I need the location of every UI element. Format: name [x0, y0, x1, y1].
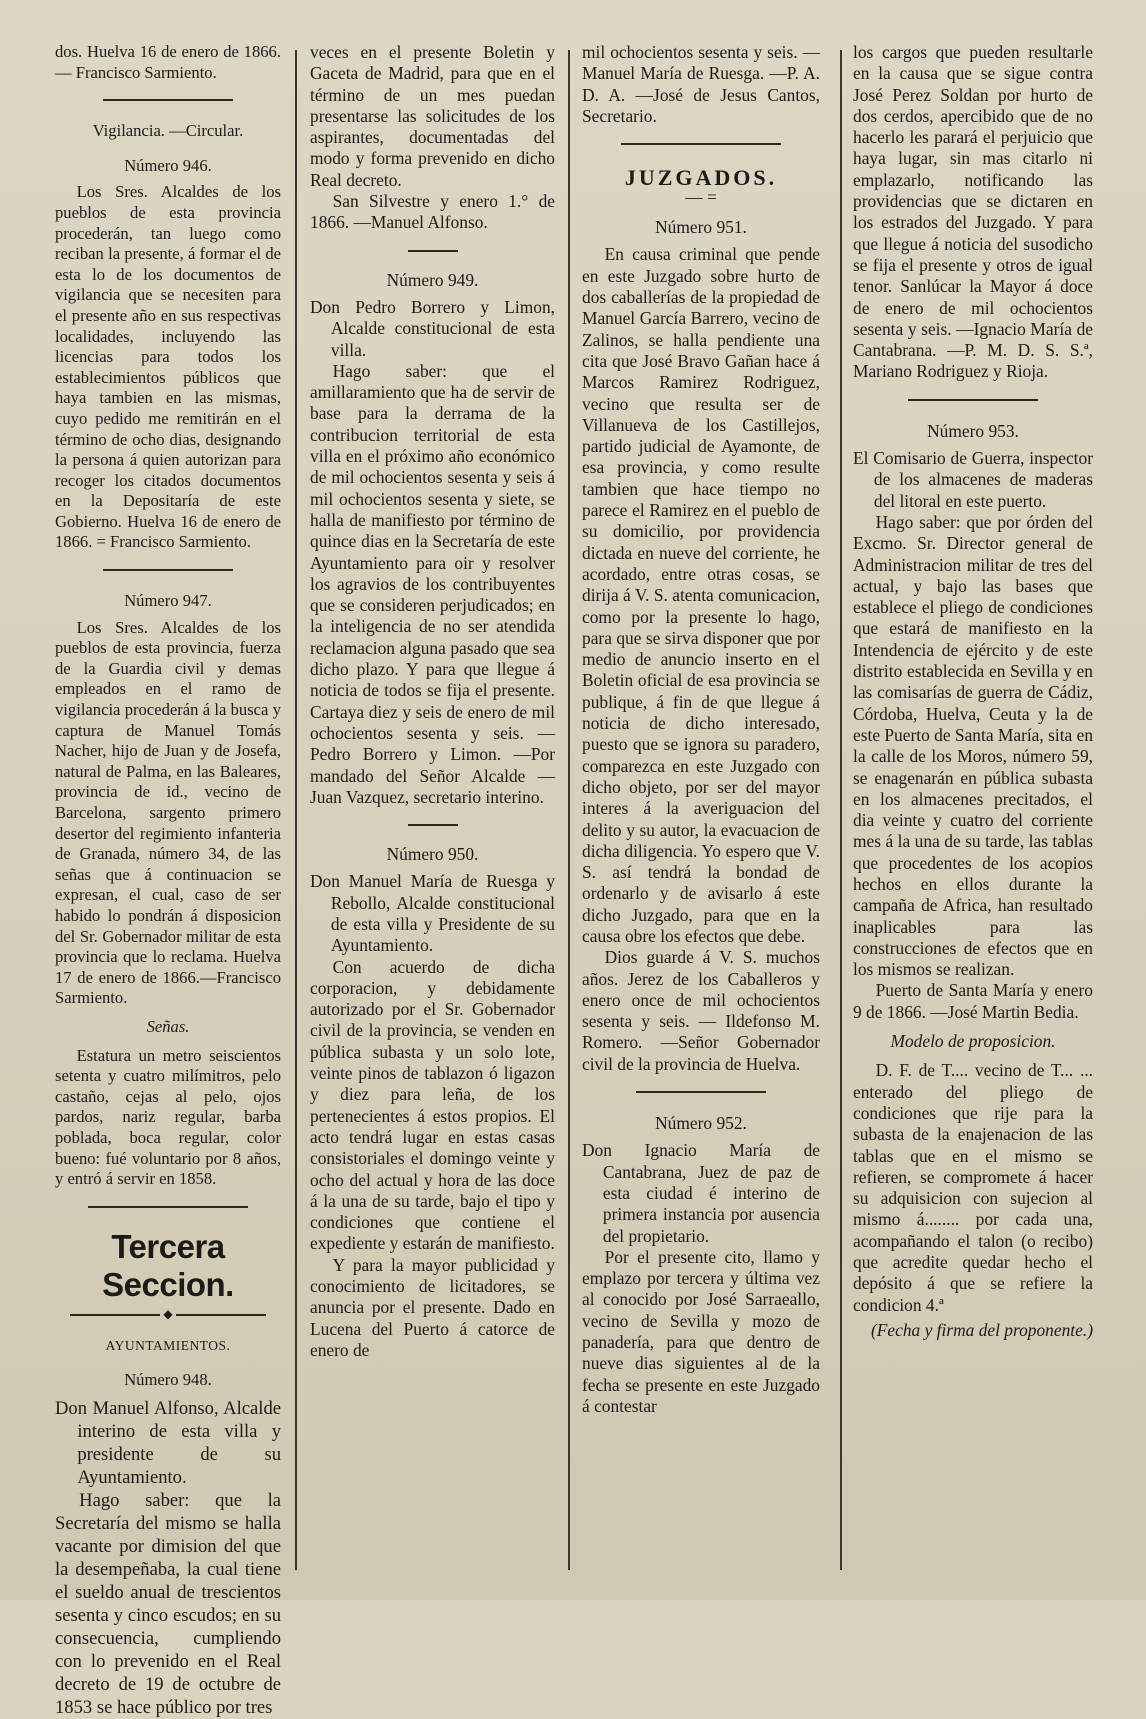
notice-number: Número 949.: [386, 269, 479, 290]
notice-header: Don Ignacio María de Cantabrana, Juez de paz de esta ciudad é interino de primera instancia por ausencia del propietario.: [582, 1140, 820, 1246]
section-heading-vigilancia: Vigilancia. —Circular.: [92, 121, 244, 141]
paragraph: Hago saber: que el amillaramiento que ha de servir de base para la derrama de la contribucion territorial de esta villa en el próximo año económico de mil ochocientos sesenta y seis á mil ochocientos sesenta y siete, se halla de manifiesto por término de quince dias en la Secretaría de este Ayuntamiento para oir y resolver los agravios de los contribuyentes que se consideren perjudicados; en la inteligencia de no ser atendida reclamacion alguna pasado que sea dicho plazo. Y para que llegue á noticia de todos se fija el presente. Cartaya diez y seis de enero de mil ochocientos sesenta y seis. —Pedro Borrero y Limon. —Por mandado del Señor Alcalde —Juan Vazquez, secretario interino.: [310, 360, 555, 807]
signature-note: (Fecha y firma del proponente.): [871, 1319, 1093, 1340]
section-title: Tercera Seccion.: [102, 1227, 234, 1303]
paragraph: Hago saber: que la Secretaría del mismo se halla vacante por dimision del que la desempeñaba, la cual tiene el sueldo anual de trescientos sesenta y cinco escudos; en su consecuencia, cumpliendo con lo prevenido en el Real decreto de 19 de octubre de 1853 se hace público por tres: [55, 1489, 281, 1718]
section-heading-juzgados: JUZGADOS.: [624, 165, 778, 191]
ornament-divider: ◆: [55, 1308, 281, 1320]
column-2: [310, 42, 555, 1588]
notice-number: Número 948.: [124, 1370, 212, 1390]
paragraph: veces en el presente Boletin y Gaceta de Madrid, para que en el término de un mes puedan presentarse las solicitudes de los aspirantes, documentadas del modo y forma prevenido en dicho Real decreto.: [310, 42, 555, 190]
paragraph: Y para la mayor publicidad y conocimiento de licitadores, se anuncia por el presente. Dado en Lucena del Puerto á catorce de enero de: [310, 1254, 555, 1360]
paragraph: Puerto de Santa María y enero 9 de 1866. —José Martin Bedia.: [853, 980, 1093, 1022]
notice-header: Don Manuel María de Ruesga y Rebollo, Alcalde constitucional de esta villa y Presidente de su Ayuntamiento.: [310, 871, 555, 956]
divider: [908, 399, 1038, 401]
divider: [103, 569, 233, 571]
column-1: [55, 42, 281, 1718]
notice-number: Número 947.: [124, 591, 212, 611]
paragraph: dos. Huelva 16 de enero de 1866. — Francisco Sarmiento.: [55, 42, 281, 82]
divider: [408, 250, 458, 252]
notice-number: Número 950.: [386, 844, 479, 865]
paragraph: Estatura un metro seiscientos setenta y cuatro milímitros, pelo castaño, cejas al pelo, ojos pardos, nariz regular, barba poblada, boca regular, color bueno: fué voluntario por 8 años, y entró á servir en 1858.: [55, 1045, 281, 1189]
notice-number: Número 946.: [124, 155, 212, 175]
divider: [408, 824, 458, 826]
notice-header: Don Manuel Alfonso, Alcalde interino de esta villa y presidente de su Ayuntamiento.: [55, 1397, 281, 1488]
paragraph: Los Sres. Alcaldes de los pueblos de esta provincia procederán, tan luego como reciban la presente, á formar el de esta lo de los documentos de vigilancia que se necesiten para el presente año en sus respectivas localidades, incluyendo las licencias para todos los establecimientos públicos que haya tambien en las mismas, cuyo pedido me remitirán en el término de ocho dias, designando la persona á quien autorizan para recoger los citados documentos en la Depositaría de este Gobierno. Huelva 16 de enero de 1866. = Francisco Sarmiento.: [55, 182, 281, 552]
paragraph: D. F. de T.... vecino de T... ... enterado del pliego de condiciones que rije para la subasta de la enajenacion de las tablas que en el mismo se refieren, se compromete á hacer su adquisicion con sujecion al mismo á........ por cada una, acompañando el talon (o recibo) que acredite quedar hecho el depósito á que se refiere la condicion 4.ª: [853, 1060, 1093, 1315]
paragraph: los cargos que pueden resultarle en la causa que se sigue contra José Perez Soldan por hurto de dos cerdos, apercibido que de no hacerlo les parará el perjuicio que haya lugar, sin mas citarlo ni emplazarlo, notificando las providencias que se dictaren en los estrados del Juzgado. Y para que llegue á noticia del susodicho se fija el presente y otros de igual tenor. Sanlúcar la Mayor á doce de enero de mil ochocientos sesenta y seis. —Ignacio María de Cantabrana. —P. M. D. S. S.ª, Mariano Rodriguez y Rioja.: [853, 42, 1093, 382]
subheading-modelo: Modelo de proposicion.: [890, 1031, 1056, 1052]
column-rule: [840, 50, 842, 1570]
ornament-divider: — =: [685, 187, 717, 208]
subheading-senas: Señas.: [146, 1016, 190, 1036]
paragraph: San Silvestre y enero 1.° de 1866. —Manuel Alfonso.: [310, 191, 555, 233]
divider: [103, 99, 233, 101]
divider: [621, 143, 781, 145]
notice-header: Don Pedro Borrero y Limon, Alcalde constitucional de esta villa.: [310, 296, 555, 360]
divider: [636, 1091, 766, 1093]
column-rule: [568, 50, 570, 1570]
divider: [88, 1206, 248, 1208]
paragraph: Los Sres. Alcaldes de los pueblos de esta provincia, fuerza de la Guardia civil y demas empleados en el ramo de vigilancia procederán á la busca y captura de Manuel Tomás Nacher, hijo de Juan y de Josefa, natural de Palma, en las Baleares, provincia de id., vecino de Barcelona, sargento primero desertor del regimiento infanteria de Granada, número 34, de las señas que á continuacion se expresan, el cual, caso de ser habido lo pondrán á disposicion del Sr. Gobernador militar de esta provincia que lo reclama. Huelva 17 de enero de 1866.—Francisco Sarmiento.: [55, 617, 281, 1008]
paragraph: Con acuerdo de dicha corporacion, y debidamente autorizado por el Sr. Gobernador civil de la provincia, se venden en pública subasta y un solo lote, veinte pinos de tablazon ó ligazon y diez para leña, de los pertenecientes á estos propios. El acto tendrá lugar en estas casas consistoriales el domingo veinte y ocho del actual y hora de las doce á la una de su tarde, bajo el tipo y condiciones que contiene el expediente y estarán de manifiesto.: [310, 956, 555, 1254]
paragraph: Dios guarde á V. S. muchos años. Jerez de los Caballeros y enero once de mil ochocientos sesenta y seis. — Ildefonso M. Romero. —Señor Gobernador civil de la provincia de Huelva.: [582, 947, 820, 1074]
notice-number: Número 952.: [655, 1113, 747, 1134]
paragraph: mil ochocientos sesenta y seis. —Manuel María de Ruesga. —P. A. D. A. —José de Jesus Cantos, Secretario.: [582, 42, 820, 126]
notice-header: El Comisario de Guerra, inspector de los almacenes de maderas del litoral en este puerto.: [853, 448, 1093, 511]
paragraph: Hago saber: que por órden del Excmo. Sr. Director general de Administracion militar de tres del actual, y bajo las bases que establece el pliego de condiciones que estará de manifiesto en la Intendencia de ejército y de este distrito establecida en Sevilla y en las comisarías de guerra de Cádiz, Córdoba, Huelva, Ceuta y la de este Puerto de Santa María, sita en la calle de los Moros, número 59, se enagenarán en pública subasta en los almacenes precitados, el dia veinte y cuatro del corriente mes á la una de su tarde, las tablas que procedentes de los acopios hechos en ellos durante la campaña de Africa, han resultado inaplicables para las construcciones de efectos que en los mismos se realizan.: [853, 511, 1094, 980]
subsection-heading: AYUNTAMIENTOS.: [105, 1337, 231, 1353]
column-rule: [295, 50, 297, 1570]
notice-number: Número 953.: [927, 420, 1019, 441]
column-4: [853, 42, 1093, 1588]
notice-number: Número 951.: [655, 217, 747, 238]
paragraph: En causa criminal que pende en este Juzgado sobre hurto de dos caballerías de la propiedad de Manuel García Barrero, vecino de Zalinos, se halla pendiente una cita que José Bravo Gañan hace á Marcos Ramirez Rodriguez, vecino que resulta ser de Villanueva de los Castillejos, partido judicial de Ayamonte, de esa provincia, y como resulte tambien que hace tiempo no parece el Ramirez en el pueblo de su domicilio, por providencia dictada en nueve del corriente, he acordado, entre otras cosas, se dirija á V. S. atenta comunicacion, como por la presente lo hago, para que se sirva disponer que por medio de anuncio inserto en el Boletin oficial de esa provincia se publique, á fin de que llegue á noticia de dicho interesado, puesto que se ignora su paradero, comparezca en este Juzgado con dicho objeto, por ser del mayor interes á la averiguacion del delito y su autor, la evacuacion de dicha diligencia. Yo espero que V. S. así tendrá la bondad de ordenarlo y de avisarlo á este dicho Juzgado, para que en la causa obre los efectos que debe.: [582, 244, 820, 946]
paragraph: Por el presente cito, llamo y emplazo por tercera y última vez al conocido por José Sarraeallo, vecino de Sevilla y mozo de panadería, para que dentro de nueve dias siguientes al de la fecha se presente en este Juzgado á contestar: [582, 1246, 820, 1416]
column-3: [582, 42, 820, 1588]
